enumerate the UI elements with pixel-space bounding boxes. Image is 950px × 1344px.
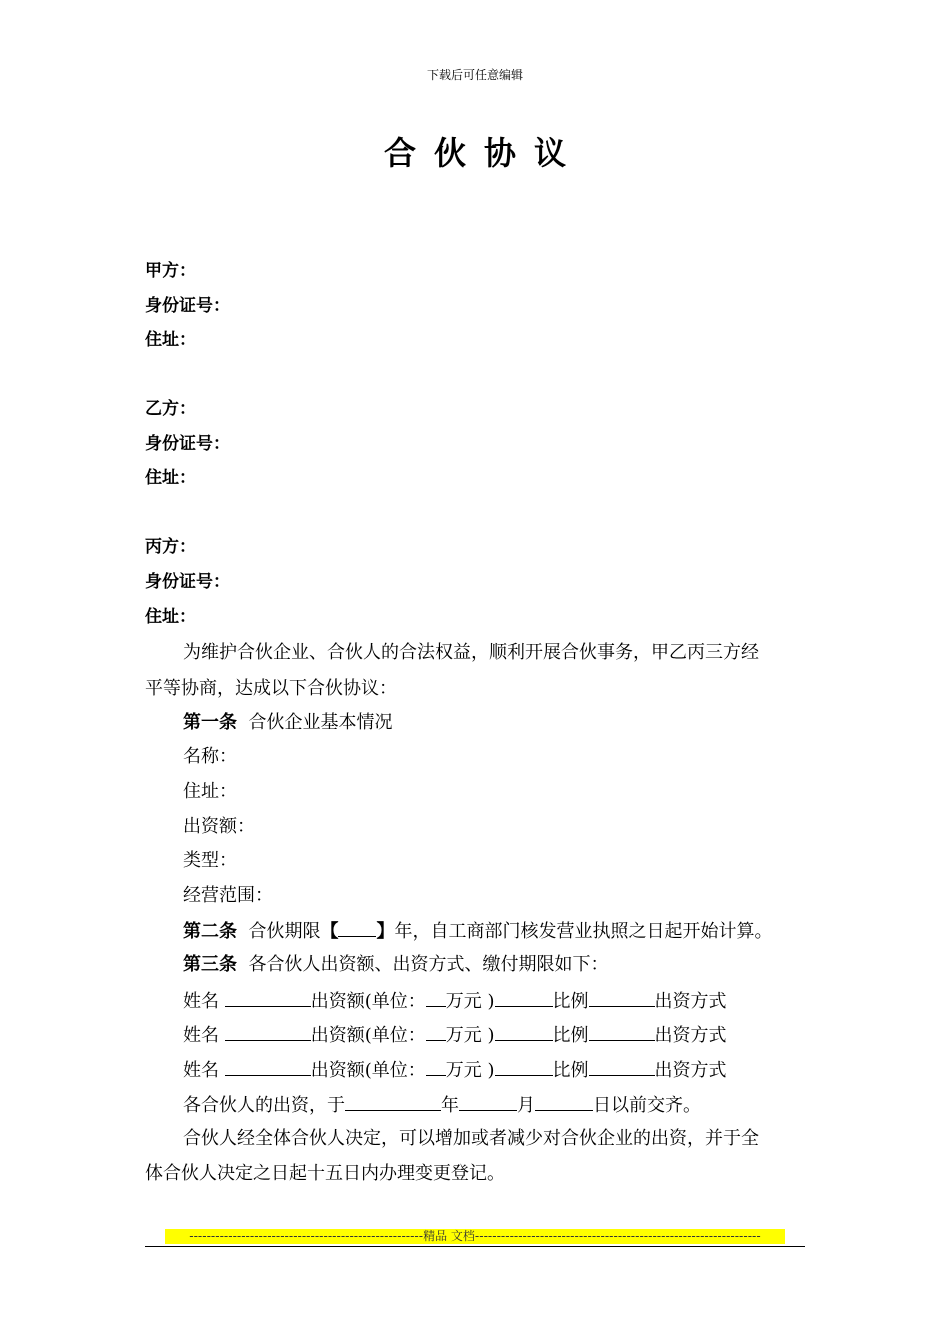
capital-row-1 xyxy=(183,988,727,1014)
party-a-id-label: 身份证号： xyxy=(145,296,230,316)
document-title: 合伙协议 xyxy=(383,134,584,172)
deadline-prefix: 各合伙人的出资，于 xyxy=(183,1095,345,1116)
party-a-address-label: 住址： xyxy=(145,330,196,350)
capital-row-method-label: 出资方式 xyxy=(654,1025,727,1046)
party-b-address-label: 住址： xyxy=(145,468,196,488)
capital-row-amount-label: 出资额(单位： xyxy=(310,1060,426,1081)
capital-deadline xyxy=(183,1092,701,1118)
article-1-heading xyxy=(183,711,392,735)
deadline-year-label: 年 xyxy=(441,1095,459,1116)
capital-change-line-1: 合伙人经全体合伙人决定，可以增加或者减少对合伙企业的出资，并于全 xyxy=(183,1128,759,1149)
capital-row-unit-label: 万元 ) xyxy=(445,991,495,1012)
party-b-id-label: 身份证号： xyxy=(145,434,230,454)
article-1-field-type: 类型： xyxy=(183,850,237,871)
article-1-label: 第一条 xyxy=(183,712,237,733)
article-3-label: 第三条 xyxy=(183,954,237,975)
capital-row-name-label: 姓名 xyxy=(183,1060,219,1081)
capital-row-name-label: 姓名 xyxy=(183,1025,219,1046)
deadline-year-blank[interactable] xyxy=(345,1092,441,1111)
capital-row-name-label: 姓名 xyxy=(183,991,219,1012)
party-c-name-label: 丙方： xyxy=(145,537,196,557)
article-1-title: 合伙企业基本情况 xyxy=(248,712,393,733)
article-2-label: 第二条 xyxy=(183,921,237,942)
capital-row-amount-label: 出资额(单位： xyxy=(310,1025,426,1046)
capital-row-method-label: 出资方式 xyxy=(654,991,727,1012)
article-2-text-after: 年，自工商部门核发营业执照之日起开始计算。 xyxy=(394,921,773,942)
article-3-title: 各合伙人出资额、出资方式、缴付期限如下： xyxy=(248,954,609,975)
footer-center-text: 精品 文档 xyxy=(423,1229,475,1243)
capital-row-amount-blank[interactable] xyxy=(426,988,446,1007)
capital-row-ratio-blank[interactable] xyxy=(589,1022,655,1041)
capital-row-unit-blank[interactable] xyxy=(495,1022,553,1041)
party-b-name-label: 乙方： xyxy=(145,399,196,419)
article-2 xyxy=(183,918,772,944)
capital-row-ratio-blank[interactable] xyxy=(589,1057,655,1076)
preamble-line-2: 平等协商，达成以下合伙协议： xyxy=(145,678,397,699)
capital-row-3 xyxy=(183,1057,727,1083)
article-2-bracket-close: 】 xyxy=(376,921,395,942)
party-c-id-label: 身份证号： xyxy=(145,572,230,592)
term-years-blank[interactable] xyxy=(338,918,376,937)
capital-change-line-2: 体合伙人决定之日起十五日内办理变更登记。 xyxy=(145,1163,505,1184)
deadline-month-label: 月 xyxy=(517,1095,535,1116)
capital-row-unit-blank[interactable] xyxy=(495,988,553,1007)
capital-row-name-blank[interactable] xyxy=(225,1057,311,1076)
capital-row-amount-blank[interactable] xyxy=(426,1057,446,1076)
footer-banner xyxy=(165,1229,785,1244)
deadline-day-blank[interactable] xyxy=(535,1092,593,1111)
preamble-line-1: 为维护合伙企业、合伙人的合法权益，顺利开展合伙事务，甲乙丙三方经 xyxy=(183,642,759,663)
capital-row-unit-blank[interactable] xyxy=(495,1057,553,1076)
capital-row-2 xyxy=(183,1022,727,1048)
capital-row-ratio-label: 比例 xyxy=(552,1060,589,1081)
article-2-bracket-open: 【 xyxy=(320,921,339,942)
article-1-field-name: 名称： xyxy=(183,746,237,767)
capital-row-unit-label: 万元 ) xyxy=(445,1060,495,1081)
capital-row-name-blank[interactable] xyxy=(225,988,311,1007)
capital-row-unit-label: 万元 ) xyxy=(445,1025,495,1046)
header-note: 下载后可任意编辑 xyxy=(426,68,523,82)
article-1-field-scope: 经营范围： xyxy=(183,885,273,906)
deadline-day-label: 日以前交齐。 xyxy=(593,1095,701,1116)
party-c-address-label: 住址： xyxy=(145,607,196,627)
article-1-field-capital: 出资额： xyxy=(183,816,255,837)
footer-dashes-right: ------------------------------------------------------------------ xyxy=(474,1229,761,1243)
party-a-name-label: 甲方： xyxy=(145,261,196,281)
capital-row-amount-label: 出资额(单位： xyxy=(310,991,426,1012)
footer-dashes-left: ------------------------------------------------------ xyxy=(189,1229,424,1243)
article-3-heading xyxy=(183,953,608,977)
deadline-month-blank[interactable] xyxy=(459,1092,517,1111)
capital-row-amount-blank[interactable] xyxy=(426,1022,446,1041)
capital-row-name-blank[interactable] xyxy=(225,1022,311,1041)
capital-row-ratio-label: 比例 xyxy=(552,991,589,1012)
footer-rule xyxy=(145,1246,805,1247)
capital-row-ratio-label: 比例 xyxy=(552,1025,589,1046)
article-1-field-address: 住址： xyxy=(183,781,237,802)
capital-row-method-label: 出资方式 xyxy=(654,1060,727,1081)
article-2-text-before: 合伙期限 xyxy=(248,921,321,942)
capital-row-ratio-blank[interactable] xyxy=(589,988,655,1007)
